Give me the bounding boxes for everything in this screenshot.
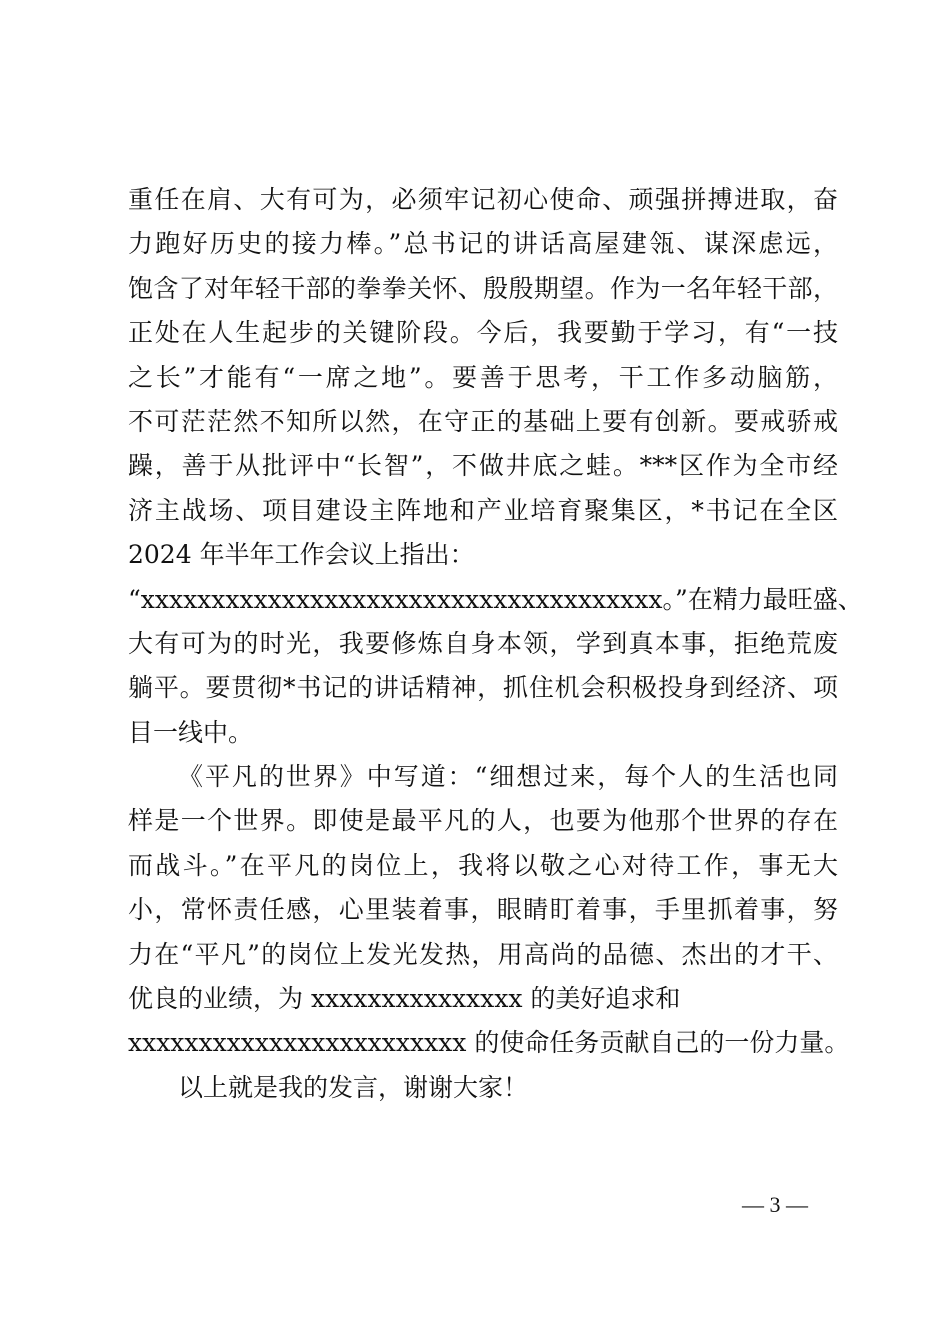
text-line: 《平凡的世界》中写道：“细想过来，每个人的生活也同 [178,762,838,792]
text-line: 正处在人生起步的关键阶段。今后，我要勤于学习，有“一技 [128,318,838,348]
body-text [128,178,863,1110]
text-line: 小，常怀责任感，心里装着事，眼睛盯着事，手里抓着事，努 [128,895,838,925]
text-line: 躁，善于从批评中“长智”，不做井底之蛙。***区作为全市经 [128,451,838,481]
text-line: 饱含了对年轻干部的拳拳关怀、殷殷期望。作为一名年轻干部， [128,273,838,303]
text-line: 不可茫茫然不知所以然，在守正的基础上要有创新。要戒骄戒 [128,406,838,436]
text-line: 目一线中。 [128,717,254,747]
text-line: 2024 年半年工作会议上指出： [128,540,475,570]
text-line: 力在“平凡”的岗位上发光发热，用高尚的品德、杰出的才干、 [128,939,838,969]
text-line: 力跑好历史的接力棒。”总书记的讲话高屋建瓴、谋深虑远， [128,229,838,259]
text-line: 大有可为的时光，我要修炼自身本领，学到真本事，拒绝荒废 [128,628,838,658]
text-line: 以上就是我的发言，谢谢大家！ [178,1072,529,1102]
paragraph-1 [128,178,863,755]
text-line: 重任在肩、大有可为，必须牢记初心使命、顽强拼搏进取，奋 [128,185,838,214]
paragraph-3 [128,1066,838,1110]
paragraph-2 [128,755,850,1066]
text-line: 躺平。要贯彻*书记的讲话精神，抓住机会积极投身到经济、项 [128,673,838,703]
text-line: “xxxxxxxxxxxxxxxxxxxxxxxxxxxxxxxxxxxxx。”在精力最旺盛、 [128,584,863,614]
text-line: 优良的业绩，为 xxxxxxxxxxxxxxx 的美好追求和 [128,984,681,1014]
text-line: 济主战场、项目建设主阵地和产业培育聚集区，*书记在全区 [128,495,838,525]
text-line: xxxxxxxxxxxxxxxxxxxxxxxx 的使命任务贡献自己的一份力量。 [128,1028,850,1058]
text-line: 之长”才能有“一席之地”。要善于思考，干工作多动脑筋， [128,362,838,392]
text-line: 样是一个世界。即使是最平凡的人，也要为他那个世界的存在 [128,806,838,836]
page-number: — 3 — [742,1192,808,1217]
text-line: 而战斗。”在平凡的岗位上，我将以敬之心对待工作，事无大 [128,850,838,880]
